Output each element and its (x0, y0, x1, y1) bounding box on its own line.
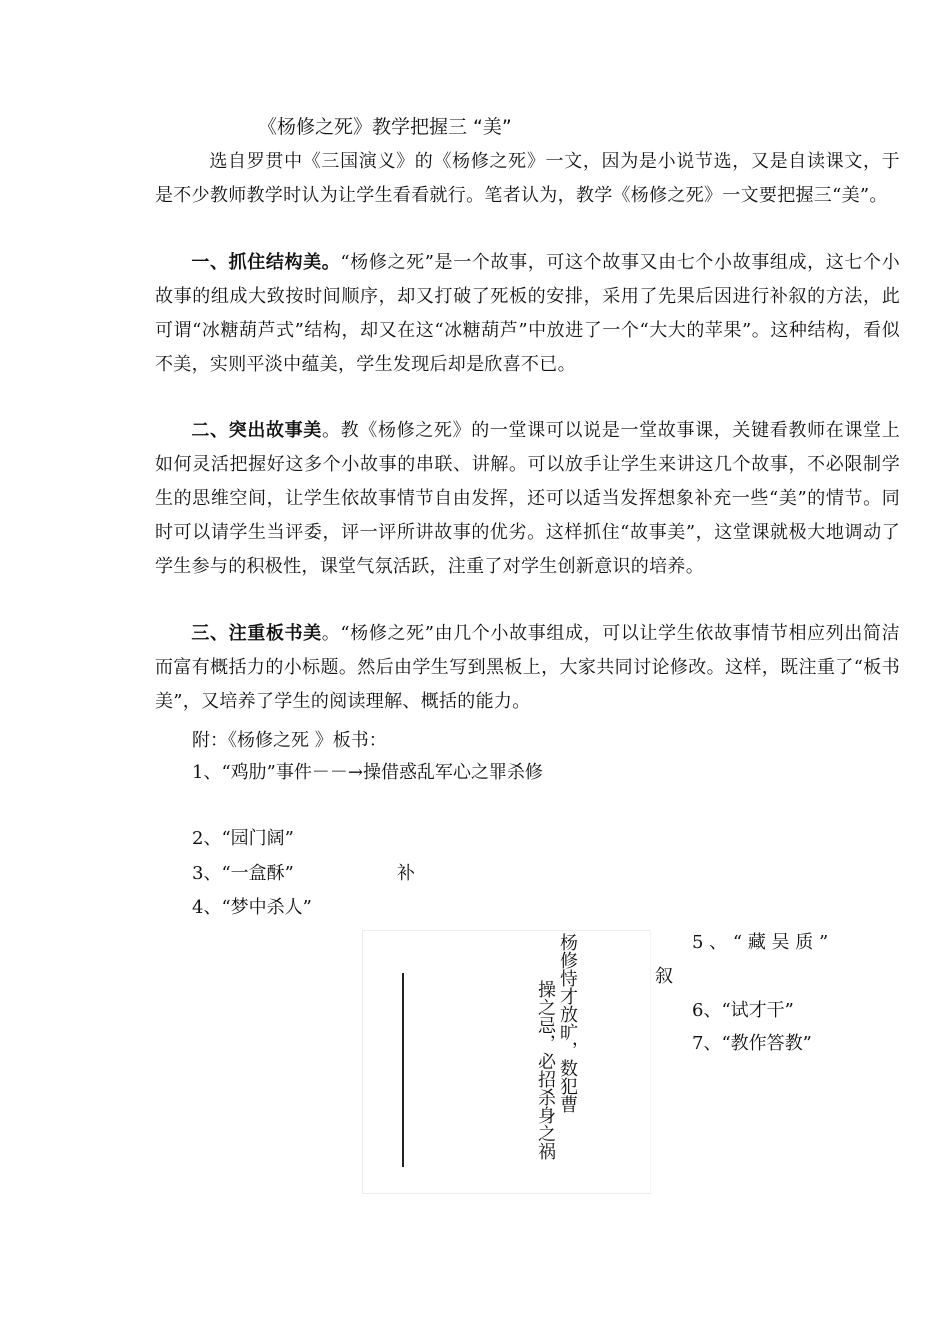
board-item-2: 2、“园门阔” (192, 828, 294, 849)
board-item-5: 5 、 “ 藏 吴 质 ” (692, 932, 829, 953)
board-box (362, 930, 651, 1194)
section-heading: 三、注重板书美 (191, 623, 322, 644)
section-story (155, 414, 900, 584)
section-body: 。教《杨修之死》的一堂课可以说是一堂故事课，关键看教师在课堂上如何灵活把握好这多个小故事的串联、讲解。可以放手让学生来讲这几个故事，不必限制学生的思维空间，让学生依故事情节自由发挥，还可以适当发挥想象补充一些“美”的情节。同时可以请学生当评委，评一评所讲故事的优劣。这样抓住“故事美”，这堂课就极大地调动了学生参与的积极性，课堂气氛活跃，注重了对学生创新意识的培养。 (155, 420, 900, 577)
section-board (155, 617, 900, 719)
section-structure (155, 246, 900, 382)
board-text-column-1: 杨修恃才放旷，数犯曹 (557, 933, 578, 1113)
board-side-supplement: 补 (397, 863, 415, 884)
section-body: “杨修之死”是一个故事，可这个故事又由七个小故事组成，这七个小故事的组成大致按时间顺序，却又打破了死板的安排，采用了先果后因进行补叙的方法，此可谓“冰糖葫芦式”结构，却又在这“冰糖葫芦”中放进了一个“大大的苹果”。这种结构，看似不美，实则平淡中蕴美，学生发现后却是欣喜不已。 (155, 252, 900, 375)
board-item-7: 7、“教作答教” (692, 1033, 812, 1054)
board-item-1: 1、“鸡肋”事件－－→操借惑乱军心之罪杀修 (192, 762, 543, 783)
appendix-label: 附：《杨修之死 》板书： (192, 730, 387, 751)
section-body: 。“杨修之死”由几个小故事组成，可以让学生依故事情节相应列出简洁而富有概括力的小标题。然后由学生写到黑板上，大家共同讨论修改。这样，既注重了“板书美”，又培养了学生的阅读理解、概括的能力。 (155, 623, 900, 712)
board-side-narrative: 叙 (655, 966, 673, 987)
board-item-6: 6、“试才干” (692, 1000, 794, 1021)
board-divider-line (402, 973, 404, 1167)
intro-text: 选自罗贯中《三国演义》的《杨修之死》一文，因为是小说节选，又是自读课文，于是不少教师教学时认为让学生看看就行。笔者认为，教学《杨修之死》一文要把握三“美”。 (155, 151, 900, 206)
board-item-3: 3、“一盒酥” (192, 863, 294, 884)
intro-paragraph (155, 145, 900, 213)
board-item-4: 4、“梦中杀人” (192, 897, 312, 918)
board-text-column-2: 操之忌，必招杀身之祸 (535, 980, 556, 1160)
section-heading: 一、抓住结构美。 (191, 252, 341, 273)
section-heading: 二、突出故事美 (191, 420, 322, 441)
document-title: 《杨修之死》教学把握三 “美” (258, 116, 512, 138)
